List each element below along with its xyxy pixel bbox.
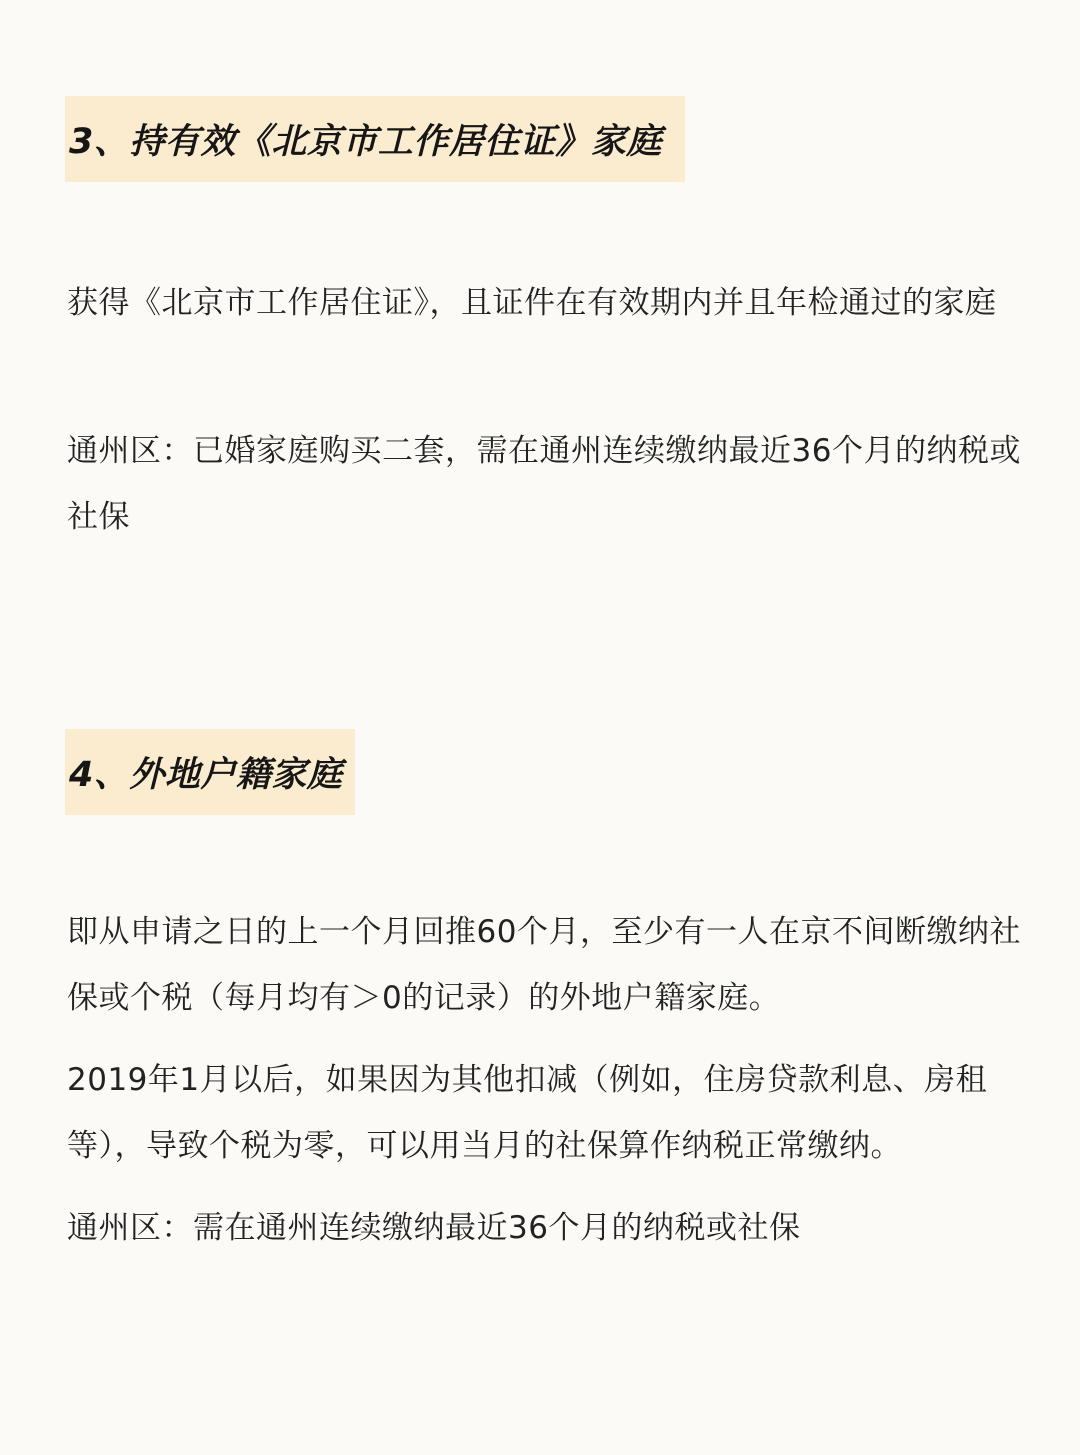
section-4-paragraph-2: 2019年1月以后，如果因为其他扣减（例如，住房贷款利息、房租等），导致个税为零，可以用当月的社保算作纳税正常缴纳。	[67, 1062, 988, 1164]
section-3-heading	[65, 96, 685, 182]
section-4-paragraph-3: 通州区：需在通州连续缴纳最近36个月的纳税或社保	[67, 1210, 801, 1246]
section-3-paragraph-2: 通州区：已婚家庭购买二套，需在通州连续缴纳最近36个月的纳税或社保	[67, 433, 1021, 535]
section-3-heading-text: 3、持有效《北京市工作居住证》家庭	[69, 122, 662, 162]
section-4-heading	[65, 729, 355, 815]
section-4-paragraph-1: 即从申请之日的上一个月回推60个月，至少有一人在京不间断缴纳社保或个税（每月均有＞0的记录）的外地户籍家庭。	[67, 914, 1021, 1016]
section-3-paragraph-1: 获得《北京市工作居住证》，且证件在有效期内并且年检通过的家庭	[67, 285, 997, 321]
section-4-heading-text: 4、外地户籍家庭	[69, 755, 343, 795]
